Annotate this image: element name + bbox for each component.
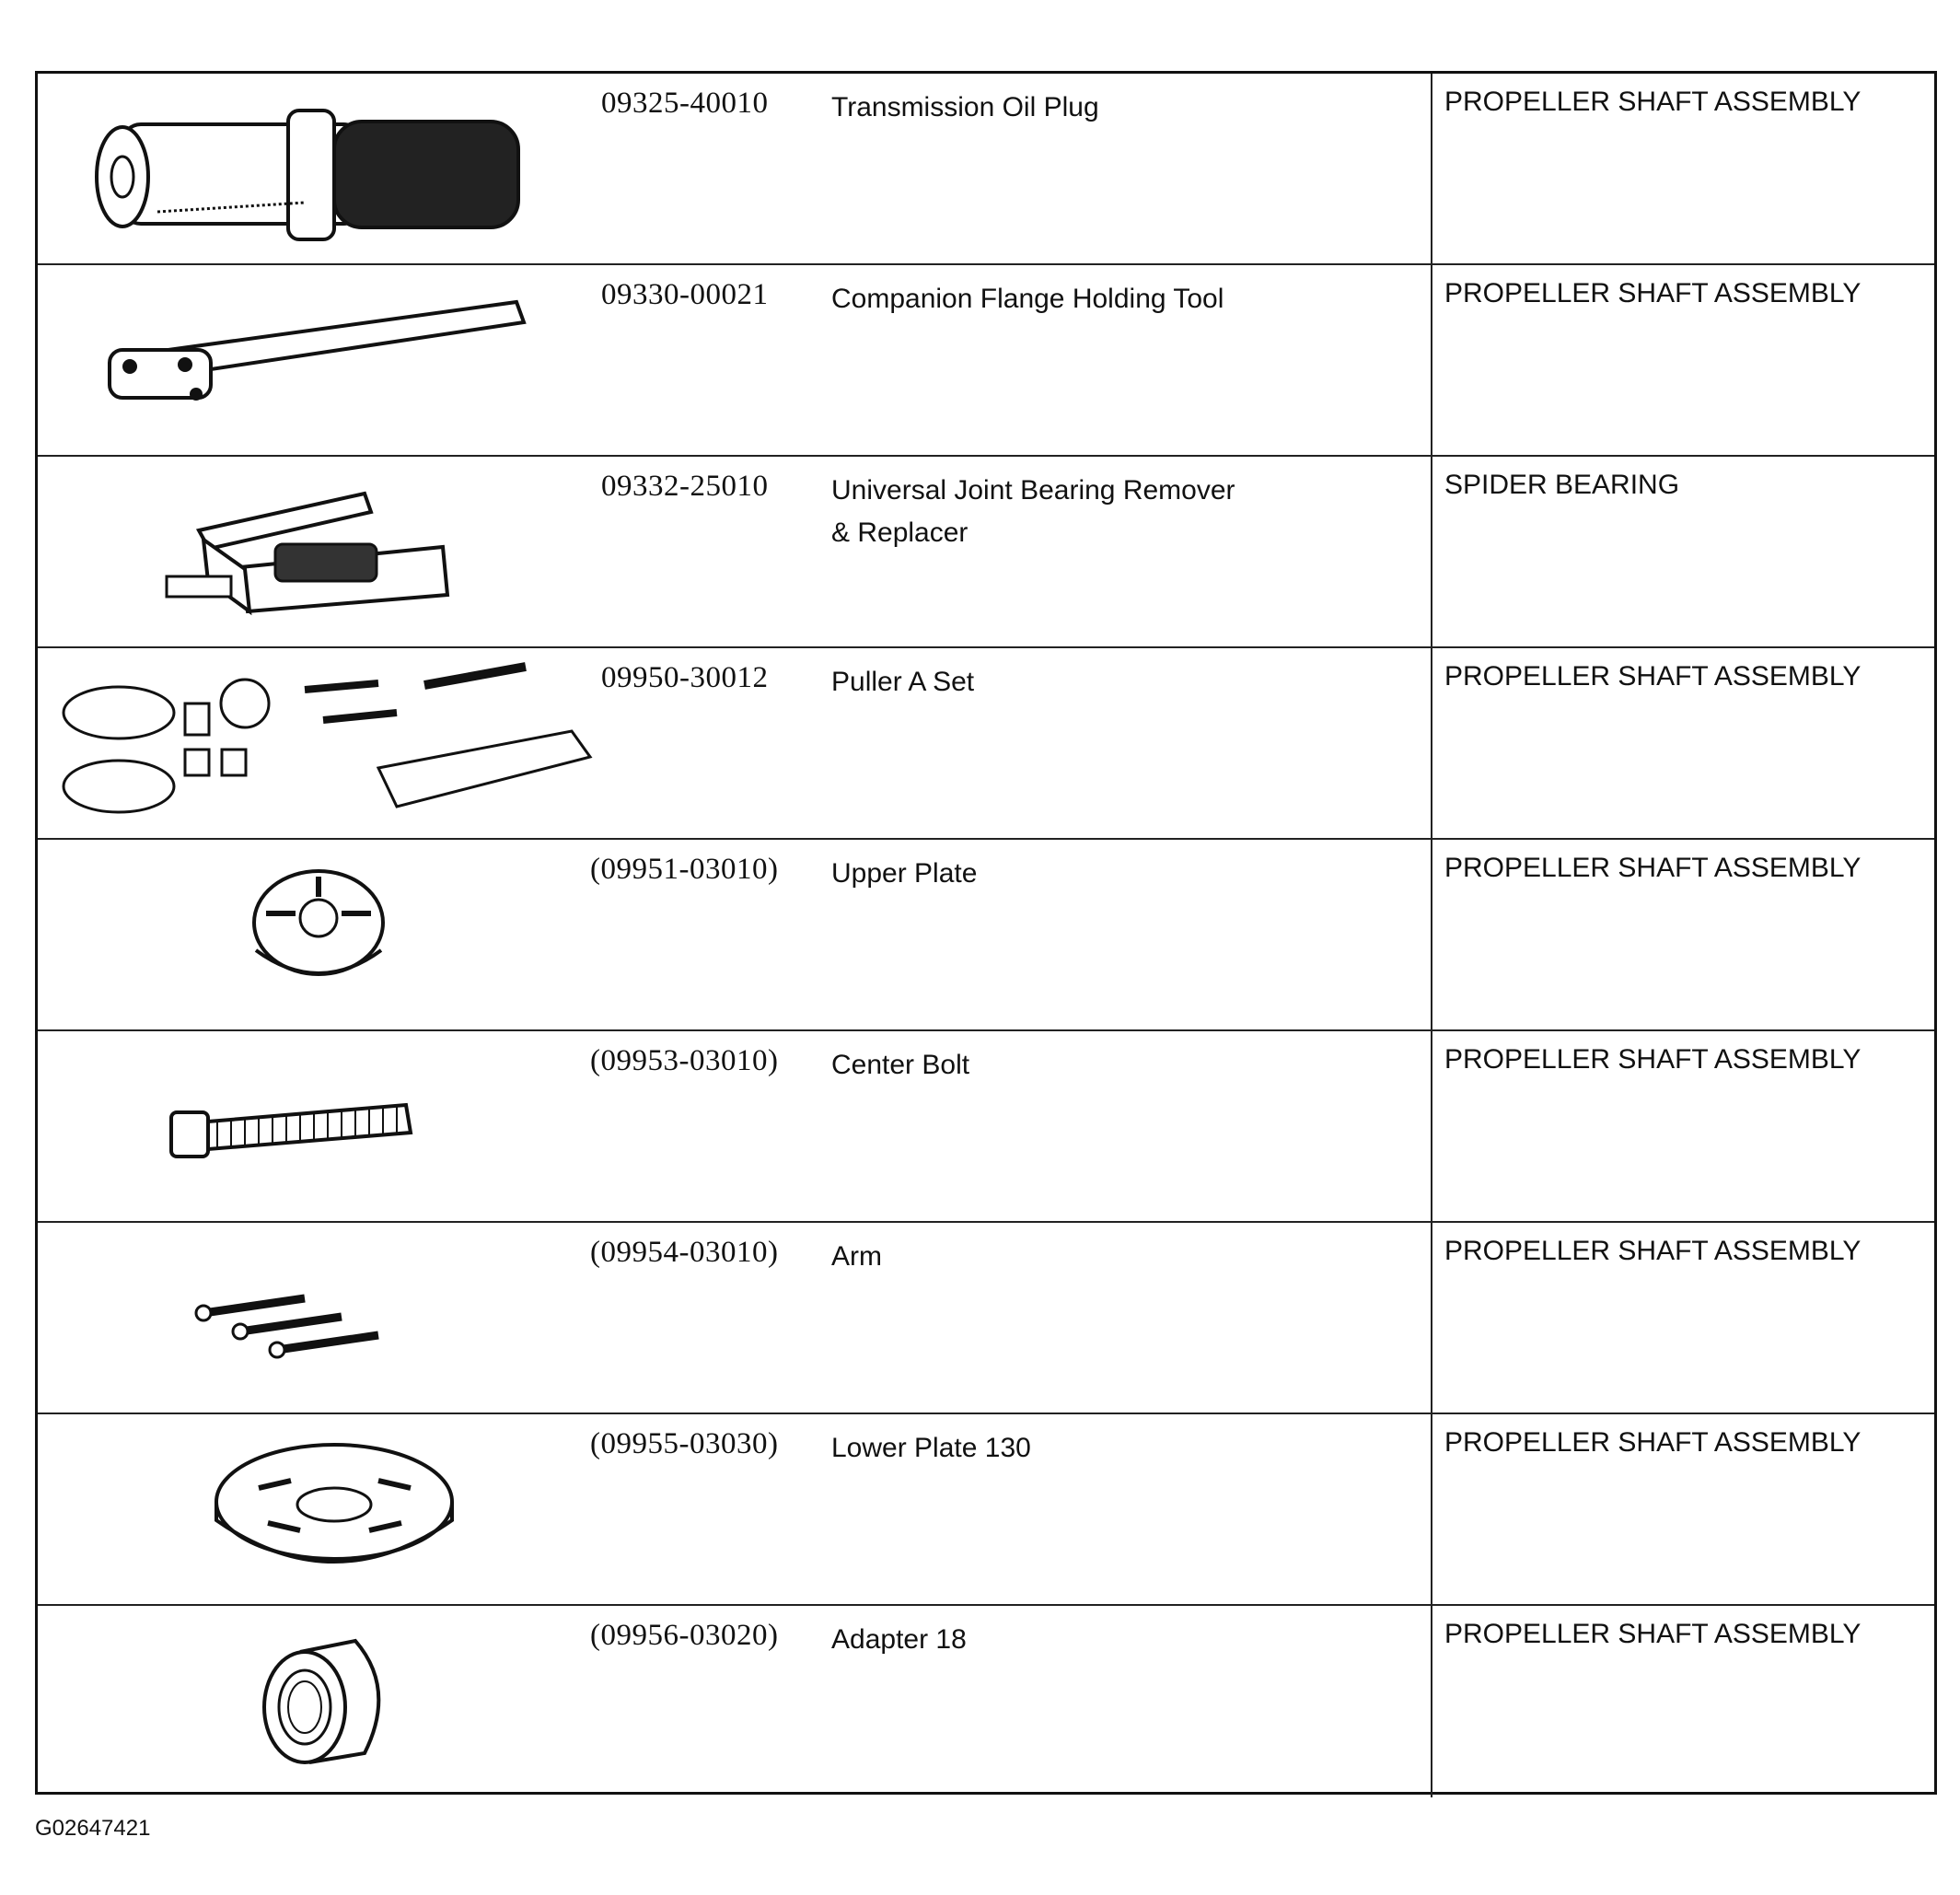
tool-name <box>831 470 1235 554</box>
column-divider <box>1431 1223 1432 1413</box>
column-divider <box>1431 457 1432 646</box>
upper-plate-icon <box>38 840 599 1029</box>
column-divider <box>1431 1031 1432 1221</box>
column-divider <box>1431 1606 1432 1797</box>
tool-name <box>831 853 977 895</box>
tool-row <box>38 265 1934 457</box>
tool-row <box>38 648 1934 840</box>
tool-row <box>38 840 1934 1031</box>
special-service-tools-table <box>35 71 1937 1795</box>
tool-name-line: & Replacer <box>831 517 968 548</box>
column-divider <box>1431 840 1432 1029</box>
tool-name <box>831 87 1099 129</box>
part-number: 09332-25010 <box>601 470 769 503</box>
figure-code: G02647421 <box>35 1816 151 1841</box>
arm-icon <box>38 1223 599 1413</box>
tool-name <box>831 1236 882 1278</box>
tool-name-line: Lower Plate 130 <box>831 1433 1031 1463</box>
part-number: (09953-03010) <box>590 1044 779 1077</box>
adapter-icon <box>38 1606 599 1796</box>
part-number: (09956-03020) <box>590 1619 779 1652</box>
tool-name <box>831 1619 967 1661</box>
companion-flange-holding-tool-icon <box>38 265 599 455</box>
tool-row <box>38 1223 1934 1414</box>
part-number: (09955-03030) <box>590 1427 779 1460</box>
center-bolt-icon <box>38 1031 599 1221</box>
tool-name-line: Center Bolt <box>831 1050 970 1080</box>
tool-name-line: Companion Flange Holding Tool <box>831 284 1224 314</box>
tool-row <box>38 1606 1934 1797</box>
tool-row <box>38 1414 1934 1606</box>
tool-name <box>831 1044 969 1087</box>
transmission-oil-plug-icon <box>38 74 599 263</box>
tool-row <box>38 74 1934 265</box>
part-number: (09951-03010) <box>590 853 779 886</box>
lower-plate-icon <box>38 1414 599 1604</box>
usage-label: PROPELLER SHAFT ASSEMBLY <box>1444 853 1861 883</box>
column-divider <box>1431 1414 1432 1604</box>
part-number: (09954-03010) <box>590 1236 779 1269</box>
universal-joint-bearing-remover-icon <box>38 457 599 646</box>
tool-name-line: Adapter 18 <box>831 1624 967 1655</box>
column-divider <box>1431 648 1432 838</box>
tool-name-line: Arm <box>831 1241 882 1272</box>
tool-name <box>831 1427 1031 1470</box>
tool-name-line: Universal Joint Bearing Remover <box>831 475 1235 506</box>
tool-name <box>831 278 1224 320</box>
part-number: 09330-00021 <box>601 278 769 311</box>
part-number: 09325-40010 <box>601 87 769 120</box>
part-number: 09950-30012 <box>601 661 769 694</box>
usage-label: SPIDER BEARING <box>1444 470 1680 500</box>
tool-name-line: Upper Plate <box>831 858 978 889</box>
tool-row <box>38 1031 1934 1223</box>
usage-label: PROPELLER SHAFT ASSEMBLY <box>1444 1619 1861 1649</box>
usage-label: PROPELLER SHAFT ASSEMBLY <box>1444 278 1861 308</box>
column-divider <box>1431 265 1432 455</box>
tool-name-line: Transmission Oil Plug <box>831 92 1099 122</box>
puller-a-set-icon <box>38 648 599 838</box>
usage-label: PROPELLER SHAFT ASSEMBLY <box>1444 1236 1861 1266</box>
tool-row <box>38 457 1934 648</box>
usage-label: PROPELLER SHAFT ASSEMBLY <box>1444 1044 1861 1075</box>
usage-label: PROPELLER SHAFT ASSEMBLY <box>1444 87 1861 117</box>
usage-label: PROPELLER SHAFT ASSEMBLY <box>1444 661 1861 692</box>
tool-name <box>831 661 974 703</box>
tool-name-line: Puller A Set <box>831 667 975 697</box>
column-divider <box>1431 74 1432 263</box>
usage-label: PROPELLER SHAFT ASSEMBLY <box>1444 1427 1861 1458</box>
